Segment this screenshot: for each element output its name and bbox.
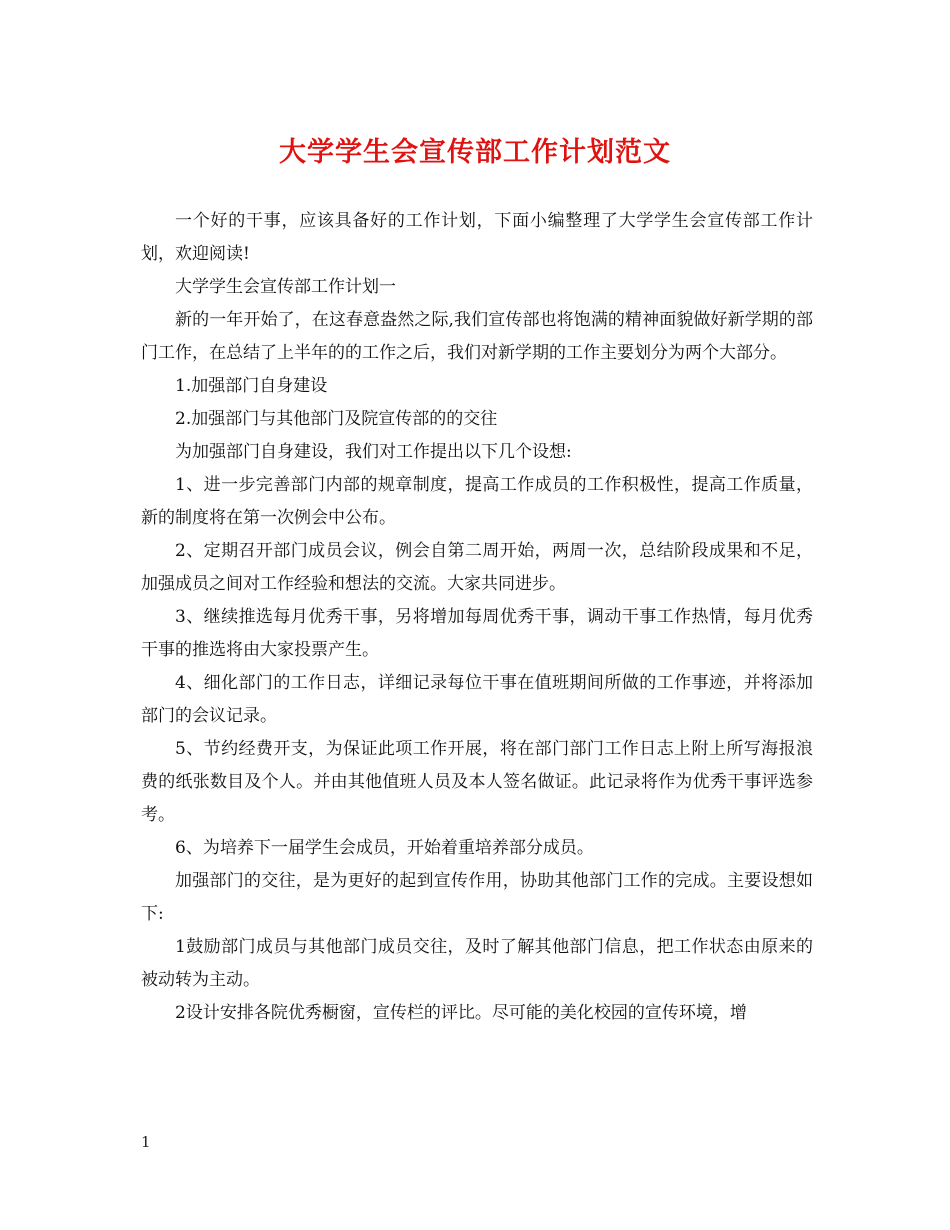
paragraph: 一个好的干事，应该具备好的工作计划，下面小编整理了大学学生会宣传部工作计划，欢迎阅读! (141, 211, 813, 264)
list-item: 5、节约经费开支，为保证此项工作开展，将在部门部门工作日志上附上所写海报浪费的纸张数目及个人。并由其他值班人员及本人签名做证。此记录将作为优秀干事评选参考。 (141, 739, 813, 825)
list-item: 2.加强部门与其他部门及院宣传部的的交往 (175, 409, 498, 429)
page-number: 1 (141, 1133, 151, 1151)
paragraph: 为加强部门自身建设，我们对工作提出以下几个设想: (175, 442, 572, 462)
list-item: 1、进一步完善部门内部的规章制度，提高工作成员的工作积极性，提高工作质量，新的制度将在第一次例会中公布。 (141, 475, 813, 528)
section-heading: 大学学生会宣传部工作计划一 (175, 277, 396, 297)
list-item: 1鼓励部门成员与其他部门成员交往，及时了解其他部门信息，把工作状态由原来的被动转为主动。 (141, 937, 813, 990)
list-item: 2设计安排各院优秀橱窗，宣传栏的评比。尽可能的美化校园的宣传环境，增 (175, 1003, 747, 1023)
list-item: 4、细化部门的工作日志，详细记录每位干事在值班期间所做的工作事迹，并将添加部门的会议记录。 (141, 673, 813, 726)
paragraph: 新的一年开始了，在这春意盎然之际,我们宣传部也将饱满的精神面貌做好新学期的部门工作，在总结了上半年的的工作之后，我们对新学期的工作主要划分为两个大部分。 (141, 310, 813, 363)
document-title: 大学学生会宣传部工作计划范文 (279, 137, 671, 168)
list-item: 6、为培养下一届学生会成员，开始着重培养部分成员。 (175, 838, 594, 858)
list-item: 1.加强部门自身建设 (175, 376, 328, 396)
list-item: 2、定期召开部门成员会议，例会自第二周开始，两周一次，总结阶段成果和不足，加强成员之间对工作经验和想法的交流。大家共同进步。 (141, 541, 813, 594)
document-body (141, 205, 813, 1030)
list-item: 3、继续推选每月优秀干事，另将增加每周优秀干事，调动干事工作热情，每月优秀干事的推选将由大家投票产生。 (141, 607, 813, 660)
paragraph: 加强部门的交往，是为更好的起到宣传作用，协助其他部门工作的完成。主要设想如下: (141, 871, 813, 924)
